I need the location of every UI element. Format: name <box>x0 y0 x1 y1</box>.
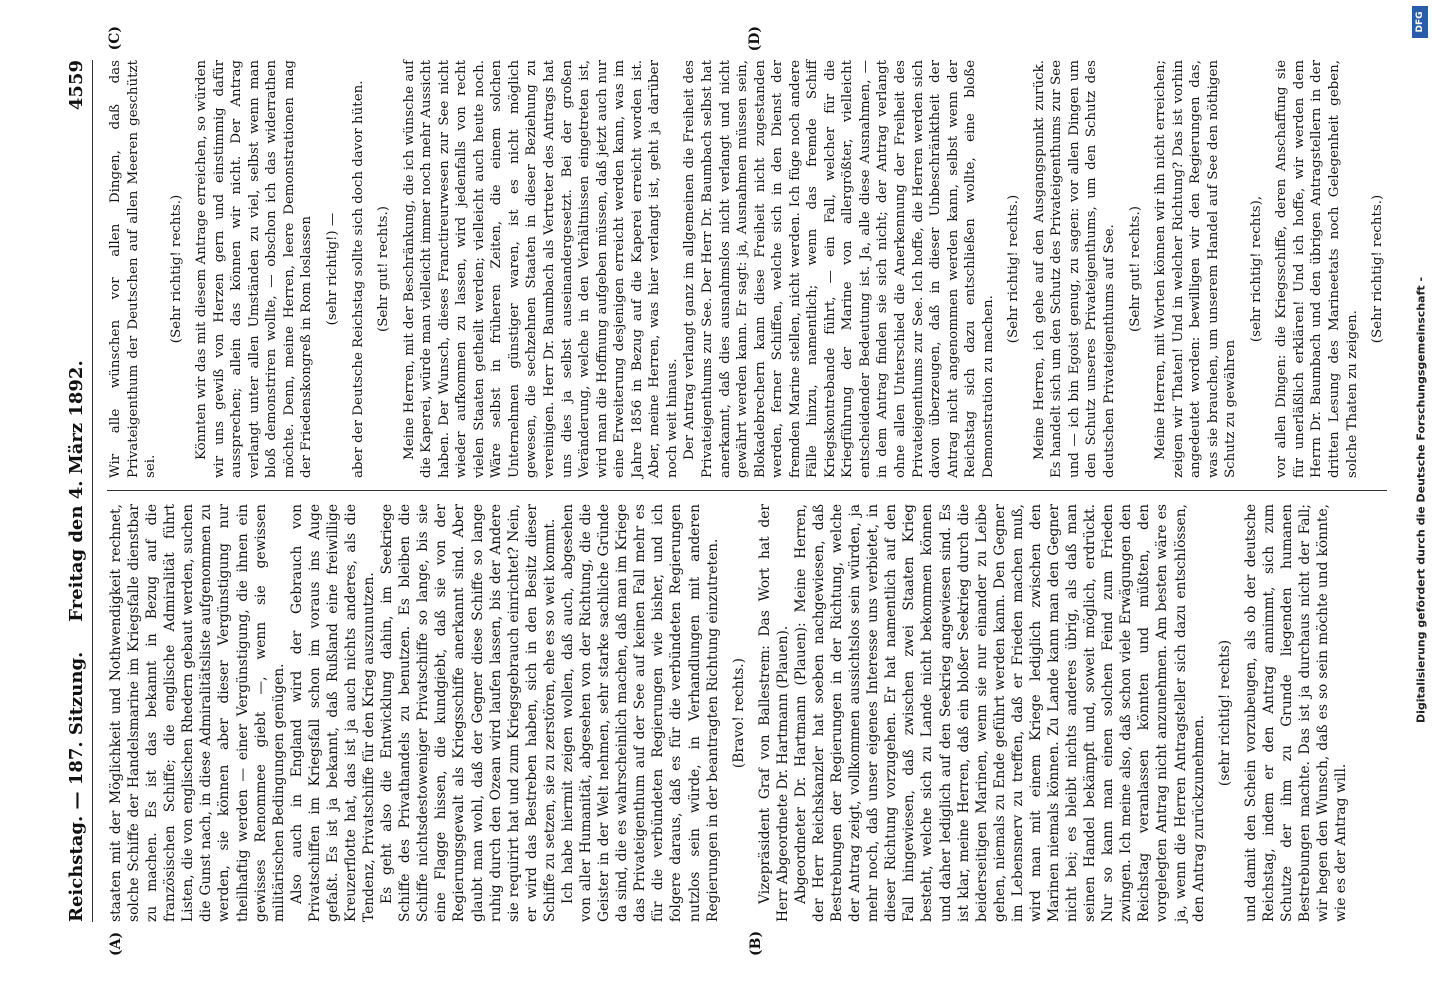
paragraph: Wir alle wünschen vor allen Dingen, daß das Privateigenthum der Deutschen auf allen Meeren geschützt sei. <box>108 60 159 478</box>
margin-marker-a: (A) <box>108 931 124 956</box>
paragraph: staaten mit der Möglichkeit und Nothwendigkeit rechnet, solche Schiffe der Handelsmarine im Kriegsfalle dienstbar zu machen. Es ist das bekannt in Bezug auf die französischen Schiffe; die englische Admiralität führt Listen, die von englischen Rhedern gebaut werden, suchen die Gunst nach, in diese Admiralitätsliste aufgenommen zu werden, sie können aber dieser Vergünstigung nur theilhaftig werden — einer Vergünstigung, die ihnen ein gewisses Renommee giebt —, wenn sie gewissen militärischen Bedingungen genügen. <box>108 504 287 922</box>
paragraph: Also auch in England wird der Gebrauch von Privatschiffen im Kriegsfall schon im voraus ins Auge gefaßt. Es ist ja bekannt, daß Rußland eine freiwillige Kreuzerflotte hat, das ist ja auch nichts anderes, als die Tendenz, Privatschiffe für den Krieg auszunutzen. <box>288 504 378 922</box>
margin-marker-b: (B) <box>748 930 764 956</box>
interjection: (Sehr richtig! rechts.) <box>1370 194 1386 344</box>
speaker-announcement: Vizepräsident Graf von Ballestrem: Das Wort hat der Herr Abgeordnete Dr. Hartmann (Plauen). <box>756 504 791 922</box>
margin-marker-d: (D) <box>747 26 763 52</box>
interjection: (Sehr richtig! rechts.) <box>1006 194 1022 344</box>
page-header <box>64 60 93 922</box>
left-column <box>107 504 1387 956</box>
digitization-credit <box>1414 12 1428 988</box>
header-session: Reichstag. — 187. Sitzung. <box>66 651 87 922</box>
paragraph: und damit den Schein vorzubeugen, als ob der deutsche Reichstag, indem er den Antrag annimmt, sich zum Schutze der ihm zu Grunde liegenden humanen Bestrebungen machte. Das ist ja durchaus nicht der Fall; wir hegen den Wunsch, daß es so sein möchte und könnte, wie es der Antrag will. <box>1242 504 1350 922</box>
dfg-logo-text: DFG <box>1415 11 1425 33</box>
paragraph: Meine Herren, mit Worten können wir ihn nicht erreichen; zeigen wir Thaten! Und in welcher Richtung? Das ist vorhin angedeutet worden: bewilligen wir den Regierungen das, was sie brauchen, um unserem Handel auf See den nöthigen Schutz zu gewähren <box>1153 60 1239 478</box>
paragraph: Der Antrag verlangt ganz im allgemeinen die Freiheit des Privateigenthums zur See. Der Herr Dr. Baumbach selbst hat anerkannt, daß dies ausnahmslos nicht verlangt und nicht gewährt werden kann. Er sagt: ja, Ausnahmen müssen sein, Blokadebrechern kann diese Freiheit nicht zugestanden werden, ferner Schiffen, welche sich in den Dienst der fremden Marine stellen, nicht werden. Ich füge noch andere Fälle hinzu, namentlich; wenn das fremde Schiff Kriegskontrebande führt, — ein Fall, welcher für die Kriegführung der Marine von allergrößter, vielleicht entscheidender Bedeutung ist. Ja, alle diese Ausnahmen, — in dem Antrag finden sie sich nicht; der Antrag verlangt ohne allen Unterschied die Anerkennung der Freiheit des Privateigenthums zur See. Ich hoffe, die Herren werden sich davon überzeugen, daß in dieser Unbeschränktheit der Antrag nicht angenommen werden kann, selbst wenn der Reichstag sich dazu entschließen wollte, eine bloße Demonstration zu machen. <box>682 60 996 478</box>
credit-text: Digitalisierung gefördert durch die Deutsche Forschungsgemeinschaft - <box>1414 276 1428 724</box>
interjection: (Sehr gut! rechts.) <box>376 206 392 333</box>
interjection: (sehr richtig! rechts) <box>1216 639 1233 787</box>
dfg-logo-badge <box>1412 6 1428 38</box>
paragraph: Könnten wir das mit diesem Antrage erreichen, so würden wir uns gewiß von Herzen gern und einstimmig dafür aussprechen; allein das können wir nicht. Der Antrag verlangt unter allen Umständen zu viel, selbst wenn man bloß demonstriren wollte, — obschon ich das widerrathen möchte. Denn, meine Herren, leere Demonstrationen mag der Friedenskongreß in Rom loslassen <box>194 60 315 478</box>
interjection: (Bravo! rechts.) <box>730 657 747 769</box>
margin-marker-c: (C) <box>107 26 123 51</box>
interjection: (Sehr richtig! rechts.) <box>168 194 184 344</box>
interjection: (sehr richtig! rechts), <box>1248 195 1264 343</box>
interjection: (Sehr gut! rechts.) <box>1127 206 1143 333</box>
paragraph: aber der Deutsche Reichstag sollte sich doch davor hüten. <box>350 80 366 478</box>
paragraph: Es geht also die Entwicklung dahin, im Seekriege Schiffe des Privathandels zu benutzen. Es bleiben die Schiffe nichtsdestoweniger Privatschiffe so lange, bis sie eine Flagge hissen, die kundgiebt, daß sie von der Regierungsgewalt als Kriegsschiffe anerkannt sind. Aber glaubt man wohl, daß der Gegner diese Schiffe so lange ruhig durch den Ozean wird laufen lassen, bis der Andere sie requirirt hat und zum Kriegsgebrauch einrichtet? Nein, er wird das Bestreben haben, sich in den Besitz dieser Schiffe zu setzen, sie zu zerstören, ehe es so weit kommt. <box>379 504 558 922</box>
header-date: Freitag den 4. März 1892. <box>66 360 87 622</box>
page-number: 4559 <box>66 60 87 111</box>
paragraph: vor allen Dingen: die Kriegsschiffe, deren Anschaffung sie für unerläßlich erklären! Und ich hoffe, wir werden dem Herrn Dr. Baumbach und den übrigen Antragstellern in der dritten Lesung des Marineetats noch Gelegenheit geben, solche Thaten zu zeigen. <box>1274 60 1360 478</box>
paragraph: Ich habe hiermit zeigen wollen, daß auch, abgesehen von aller Humanität, abgesehen von der Richtung, die die Geister in der Welt nehmen, sehr starke sachliche Gründe da sind, die es wahrscheinlich machen, daß man im Kriege das Privateigenthum auf der See auf keinen Fall mehr es für die verbündeten Regierungen wie bisher, und ich folgere daraus, daß es für die verbündeten Regierungen nutzlos sein würde, in Verhandlungen mit anderen Regierungen in der beantragten Richtung einzutreten. <box>559 504 721 922</box>
interjection: (sehr richtig!) — <box>325 212 341 326</box>
column-divider <box>107 490 1387 491</box>
text-columns <box>107 26 1387 956</box>
right-column <box>107 26 1387 478</box>
paragraph: Abgeordneter Dr. Hartmann (Plauen): Meine Herren, der Herr Reichskanzler hat soeben nachgewiesen, daß Bestrebungen der Regierungen in der Richtung, welche der Antrag zeigt, vollkommen aussichtslos sein würden, ja mehr noch, daß unser eigenes Interesse uns verbietet, in dieser Richtung vorzugehen. Er hat namentlich auf den Fall hingewiesen, daß zwischen zwei Staaten Krieg besteht, welche sich zu Lande nicht bekommen können und daher lediglich auf den Seekrieg angewiesen sind. Es ist klar, meine Herren, daß ein bloßer Seekrieg durch die beiderseitigen Marinen, wenn sie nur einander zu Leibe gehen, niemals zu Ende geführt werden kann. Den Gegner im Lebensnerv zu treffen, daß er Frieden machen muß, wird man mit einem Kriege lediglich zwischen den Marinen niemals können. Zu Lande kann man den Gegner nicht bei; es bleibt nichts anderes übrig, als daß man seinen Handel bekämpft und, soweit möglich, erdrückt. Nur so kann man einen solchen Feind zum Frieden zwingen. Ich meine also, daß schon viele Erwägungen den Reichstag veranlassen könnten und müßten, den vorgelegten Antrag nicht anzunehmen. Am besten wäre es ja, wenn die Herren Antragsteller sich dazu entschlössen, den Antrag zurückzunehmen. <box>792 504 1207 922</box>
paragraph: Meine Herren, ich gehe auf den Ausgangspunkt zurück. Es handelt sich um den Schutz des Privateigenthums zur See und — ich bin Egoist genug, zu sagen: vor allen Dingen um den Schutz unseres Privateigenthums, um den Schutz des deutschen Privateigenthums auf See. <box>1031 60 1117 478</box>
paragraph: Meine Herren, mit der Beschränkung, die ich wünsche auf die Kaperei, würde man vielleicht immer noch mehr Aussicht haben. Der Wunsch, dieses Franctireurwesen zur See nicht wieder aufkommen zu lassen, wird jedenfalls von recht vielen Staaten getheilt werden; vielleicht auch heute noch. Wäre selbst in früheren Zeiten, die einem solchen Unternehmen günstiger waren, ist es nicht möglich gewesen, die sechzehnen Staaten in dieser Beziehung zu vereinigen. Herr Dr. Baumbach als Vertreter des Antrags hat uns dies ja selbst auseinandergesetzt. Bei der großen Veränderung, welche in den Verhältnissen eingetreten ist, wird man die Hoffnung aufgeben müssen, daß jetzt auch nur eine Erweiterung desjenigen erreicht werden kann, was im Jahre 1856 in Bezug auf die Kaperei erreicht worden ist. Aber, meine Herren, was hier verlangt ist, geht ja darüber noch weit hinaus. <box>401 60 680 478</box>
